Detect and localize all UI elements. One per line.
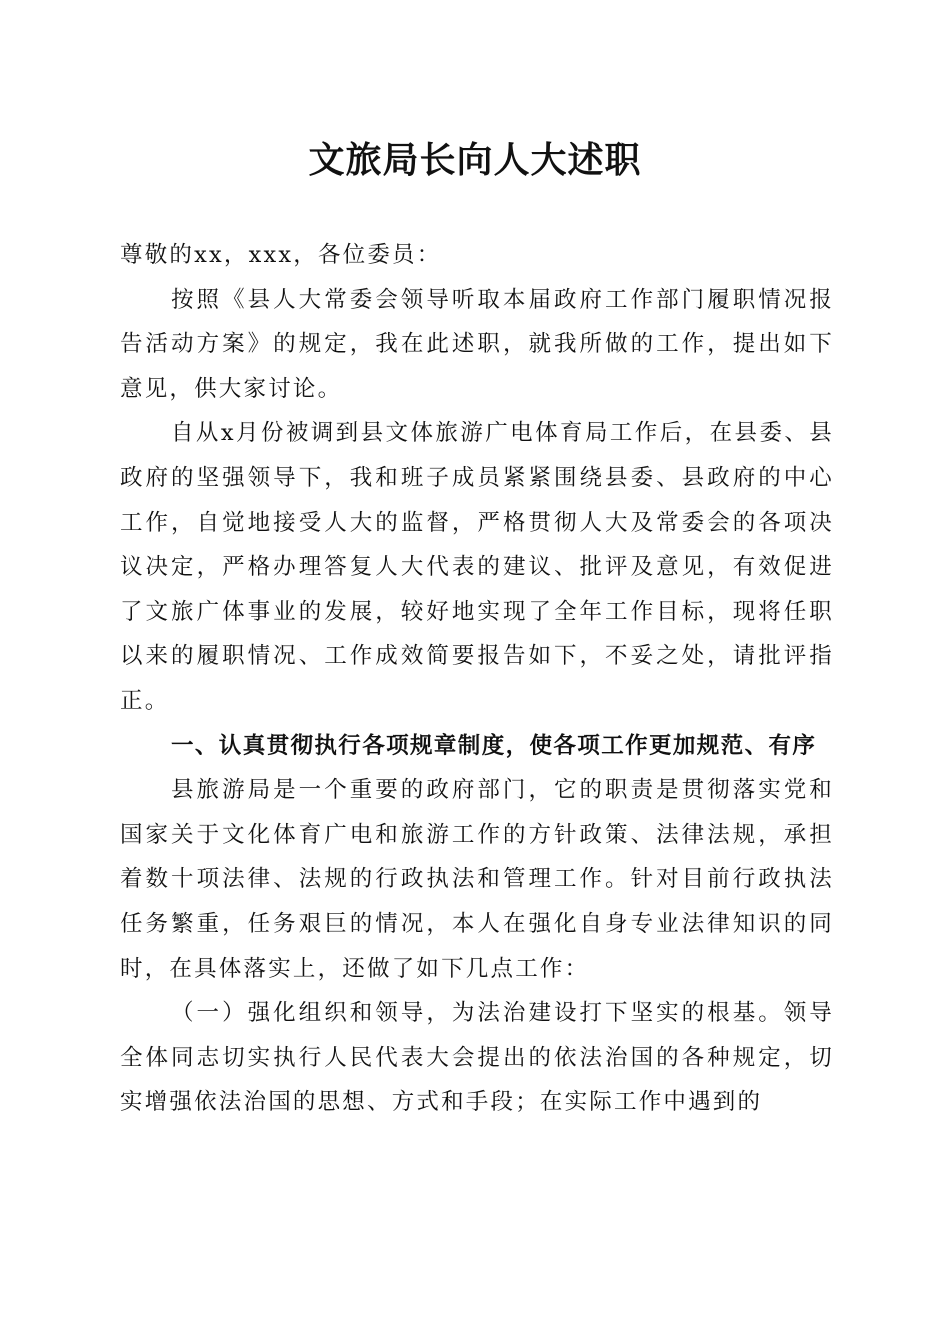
salutation: 尊敬的xx，xxx，各位委员：: [120, 242, 442, 268]
intro-paragraph-2: 自从x月份被调到县文体旅游广电体育局工作后，在县委、县政府的坚强领导下，我和班子成员紧紧围绕县委、县政府的中心工作，自觉地接受人大的监督，严格贯彻人大及常委会的各项决议决定，严格办理答复人大代表的建议、批评及意见，有效促进了文旅广体事业的发展，较好地实现了全年工作目标，现将任职以来的履职情况、工作成效简要报告如下，不妥之处，请批评指正。: [120, 420, 834, 714]
subsection-text: 领导全体同志切实执行人民代表大会提出的依法治国的各种规定，切实增强依法治国的思想、方式和手段；在实际工作中遇到的: [120, 1000, 834, 1116]
subsection-paragraph: [120, 991, 834, 1125]
section-paragraph: 县旅游局是一个重要的政府部门，它的职责是贯彻落实党和国家关于文化体育广电和旅游工作的方针政策、法律法规，承担着数十项法律、法规的行政执法和管理工作。针对目前行政执法任务繁重，任务艰巨的情况，本人在强化自身专业法律知识的同时，在具体落实上，还做了如下几点工作：: [120, 777, 834, 982]
subsection-lead: （一）强化组织和领导，为法治建设打下坚实的根基。: [171, 1000, 784, 1027]
intro-paragraph-1: 按照《县人大常委会领导听取本届政府工作部门履职情况报告活动方案》的规定，我在此述职，就我所做的工作，提出如下意见，供大家讨论。: [120, 286, 834, 402]
document-title: 文旅局长向人大述职: [308, 139, 642, 181]
section-heading: 一、认真贯彻执行各项规章制度，使各项工作更加规范、有序: [171, 732, 817, 759]
document-body: [120, 233, 834, 1125]
